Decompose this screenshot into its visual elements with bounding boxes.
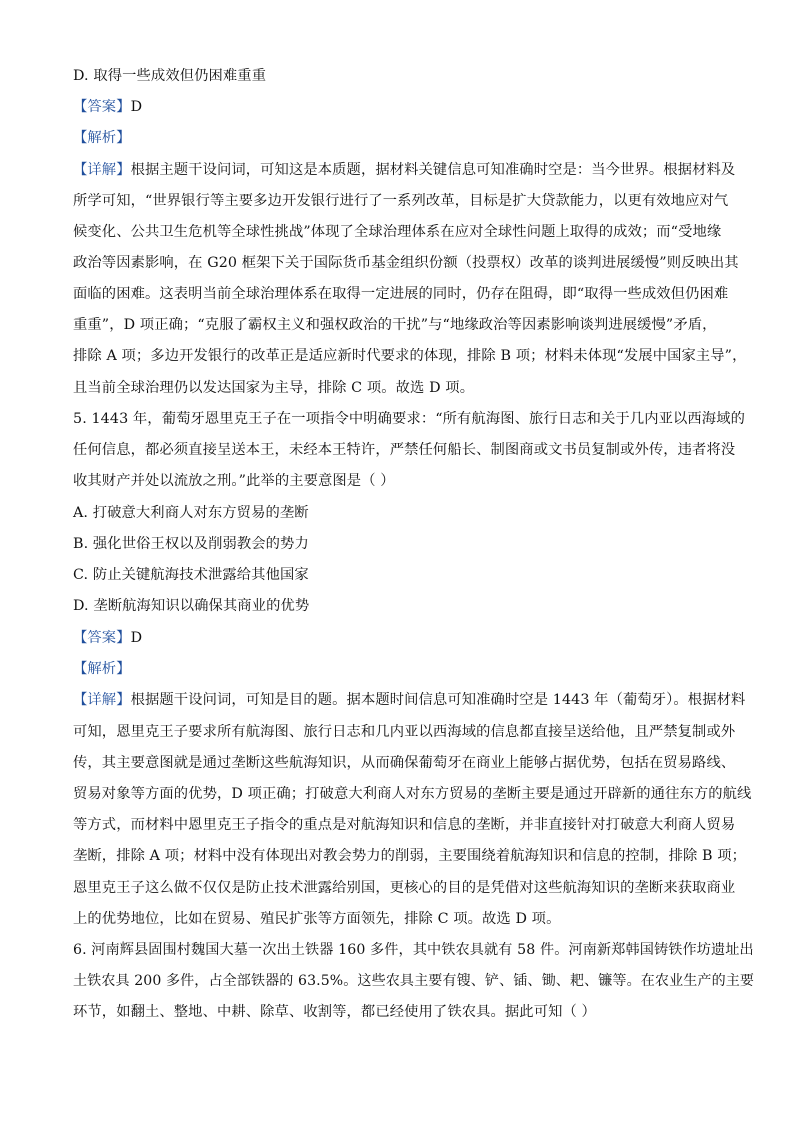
q6-stem-line: 环节，如翻土、整地、中耕、除草、收割等，都已经使用了铁农具。据此可知（ ） bbox=[73, 1004, 596, 1020]
paragraph-line: 根据主题干设问词，可知这是本质题，据材料关键信息可知准确时空是：当今世界。根据材料及 bbox=[130, 162, 736, 178]
q5-option-c: C. 防止关键航海技术泄露给其他国家 bbox=[73, 567, 309, 583]
answer-tag: 【答案】 bbox=[73, 630, 131, 646]
q5-stem-line: 5. 1443 年，葡萄牙恩里克王子在一项指令中明确要求：“所有航海图、旅行日志和关于几内亚以西海域的 bbox=[73, 411, 745, 427]
q5-detail-line bbox=[73, 690, 745, 710]
paragraph-line: 根据题干设问词，可知是目的题。据本题时间信息可知准确时空是 1443 年（葡萄牙）。根据材料 bbox=[130, 692, 746, 708]
paragraph-line: 且当前全球治理仍以发达国家为主导，排除 C 项。故选 D 项。 bbox=[73, 380, 475, 396]
q6-stem-line: 土铁农具 200 多件，占全部铁器的 63.5%。这些农具主要有锼、铲、锸、锄、耙、镰等。在农业生产的主要 bbox=[73, 973, 755, 989]
paragraph-line: 恩里克王子这么做不仅仅是防止技术泄露给别国，更核心的目的是凭借对这些航海知识的垄断来获取商业 bbox=[73, 880, 736, 896]
answer-value: D bbox=[130, 99, 143, 115]
paragraph-line: 面临的困难。这表明当前全球治理体系在取得一定进展的同时，仍存在阻碍，即“取得一些成效但仍困难 bbox=[73, 286, 729, 302]
paragraph-line: 贸易对象等方面的优势，D 项正确；打破意大利商人对东方贸易的垄断主要是通过开辟新的通往东方的航线 bbox=[73, 786, 752, 802]
paragraph-line: 政治等因素影响，在 G20 框架下关于国际货币基金组织份额（投票权）改革的谈判进展缓慢”则反映出其 bbox=[73, 255, 739, 271]
q5-stem-line: 任何信息，都必须直接呈送本王，未经本王特许，严禁任何船长、制图商或文书员复制或外传，违者将没 bbox=[73, 442, 736, 458]
paragraph-line: 所学可知，“世界银行等主要多边开发银行进行了一系列改革，目标是扩大贷款能力，以更有效地应对气 bbox=[73, 193, 729, 209]
q4-option-d: D. 取得一些成效但仍困难重重 bbox=[73, 68, 267, 84]
answer-tag: 【答案】 bbox=[73, 99, 131, 115]
paragraph-line: 重重”，D 项正确；“克服了霸权主义和强权政治的干扰”与“地缘政治等因素影响谈判进展缓慢”矛盾， bbox=[73, 317, 717, 333]
q4-analysis-tag bbox=[73, 128, 131, 148]
answer-value: D bbox=[130, 630, 143, 646]
q5-answer-line bbox=[73, 628, 142, 648]
analysis-tag: 【解析】 bbox=[73, 130, 131, 146]
q4-answer-line bbox=[73, 97, 142, 117]
q5-analysis-tag bbox=[73, 659, 131, 679]
detail-tag: 【详解】 bbox=[73, 162, 131, 178]
detail-tag: 【详解】 bbox=[73, 692, 131, 708]
q5-option-b: B. 强化世俗王权以及削弱教会的势力 bbox=[73, 536, 309, 552]
paragraph-line: 上的优势地位，比如在贸易、殖民扩张等方面领先，排除 C 项。故选 D 项。 bbox=[73, 911, 561, 927]
q5-stem-line: 收其财产并处以流放之刑。”此举的主要意图是（ ） bbox=[73, 473, 395, 489]
paragraph-line: 垄断，排除 A 项；材料中没有体现出对教会势力的削弱，主要围绕着航海知识和信息的控制，排除 B 项； bbox=[73, 848, 747, 864]
q4-detail-line bbox=[73, 160, 735, 180]
q6-stem-line: 6. 河南辉县固围村魏国大墓一次出土铁器 160 多件，其中铁农具就有 58 件。河南新郑韩国铸铁作坊遗址出 bbox=[73, 942, 754, 958]
paragraph-line: 传，其主要意图就是通过垄断这些航海知识，从而确保葡萄牙在商业上能够占据优势，包括在贸易路线、 bbox=[73, 755, 736, 771]
paragraph-line: 候变化、公共卫生危机等全球性挑战”体现了全球治理体系在应对全球性问题上取得的成效；而“受地缘 bbox=[73, 224, 722, 240]
q5-option-d: D. 垄断航海知识以确保其商业的优势 bbox=[73, 598, 310, 614]
paragraph-line: 排除 A 项；多边开发银行的改革正是适应新时代要求的体现，排除 B 项；材料未体现“发展中国家主导”， bbox=[73, 348, 747, 364]
analysis-tag: 【解析】 bbox=[73, 661, 131, 677]
paragraph-line: 等方式，而材料中恩里克王子指令的重点是对航海知识和信息的垄断，并非直接针对打破意大利商人贸易 bbox=[73, 817, 736, 833]
paragraph-line: 可知，恩里克王子要求所有航海图、旅行日志和几内亚以西海域的信息都直接呈送给他，且严禁复制或外 bbox=[73, 724, 736, 740]
q5-option-a: A. 打破意大利商人对东方贸易的垄断 bbox=[73, 505, 309, 521]
